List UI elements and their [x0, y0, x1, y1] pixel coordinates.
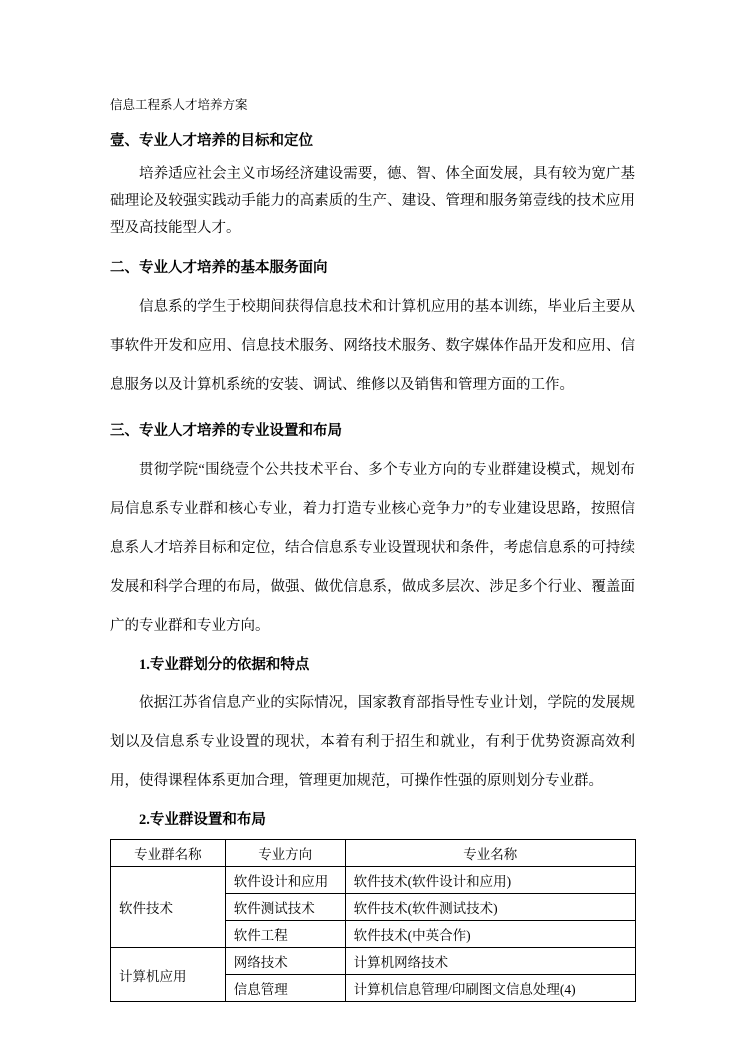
section-1-heading: 壹、专业人才培养的目标和定位	[110, 133, 313, 149]
subsection-2-heading: 2.专业群设置和布局	[139, 812, 266, 828]
major-cell: 软件技术(软件测试技术)	[345, 894, 635, 921]
section-1-paragraph: 培养适应社会主义市场经济建设需要，德、智、体全面发展，具有较为宽广基础理论及较强实践动手能力的高素质的生产、建设、管理和服务第壹线的技术应用型及高技能型人才。	[110, 166, 635, 236]
section-2-heading: 二、专业人才培养的基本服务面向	[110, 260, 328, 276]
header-direction: 专业方向	[225, 840, 345, 867]
major-cell: 计算机信息管理/印刷图文信息处理(4)	[345, 975, 635, 1002]
group-name-cell: 软件技术	[111, 867, 226, 948]
section-3-heading: 三、专业人才培养的专业设置和布局	[110, 423, 342, 439]
subsection-1-paragraph: 依据江苏省信息产业的实际情况，国家教育部指导性专业计划，学院的发展规划以及信息系专业设置的现状，本着有利于招生和就业，有利于优势资源高效利用，使得课程体系更加合理，管理更加规范，可操作性强的原则划分专业群。	[110, 695, 635, 789]
group-name-cell: 计算机应用	[111, 948, 226, 1002]
table-row	[111, 948, 636, 975]
major-cell: 计算机网络技术	[345, 948, 635, 975]
majors-table	[110, 839, 636, 1002]
direction-cell: 网络技术	[225, 948, 345, 975]
document-title: 信息工程系人才培养方案	[110, 98, 248, 112]
direction-cell: 软件工程	[225, 921, 345, 948]
direction-cell: 软件测试技术	[225, 894, 345, 921]
section-3-paragraph: 贯彻学院“围绕壹个公共技术平台、多个专业方向的专业群建设模式，规划布局信息系专业群和核心专业，着力打造专业核心竞争力”的专业建设思路，按照信息系人才培养目标和定位，结合信息系专业设置现状和条件，考虑信息系的可持续发展和科学合理的布局，做强、做优信息系，做成多层次、涉足多个行业、覆盖面广的专业群和专业方向。	[110, 462, 635, 634]
direction-cell: 软件设计和应用	[225, 867, 345, 894]
direction-cell: 信息管理	[225, 975, 345, 1002]
subsection-1-heading: 1.专业群划分的依据和特点	[139, 657, 310, 673]
major-cell: 软件技术(中英合作)	[345, 921, 635, 948]
table-header-row	[111, 840, 636, 867]
header-group-name: 专业群名称	[111, 840, 226, 867]
header-major-name: 专业名称	[345, 840, 635, 867]
section-2-paragraph: 信息系的学生于校期间获得信息技术和计算机应用的基本训练，毕业后主要从事软件开发和应用、信息技术服务、网络技术服务、数字媒体作品开发和应用、信息服务以及计算机系统的安装、调试、维修以及销售和管理方面的工作。	[110, 299, 635, 393]
major-cell: 软件技术(软件设计和应用)	[345, 867, 635, 894]
table-row	[111, 867, 636, 894]
